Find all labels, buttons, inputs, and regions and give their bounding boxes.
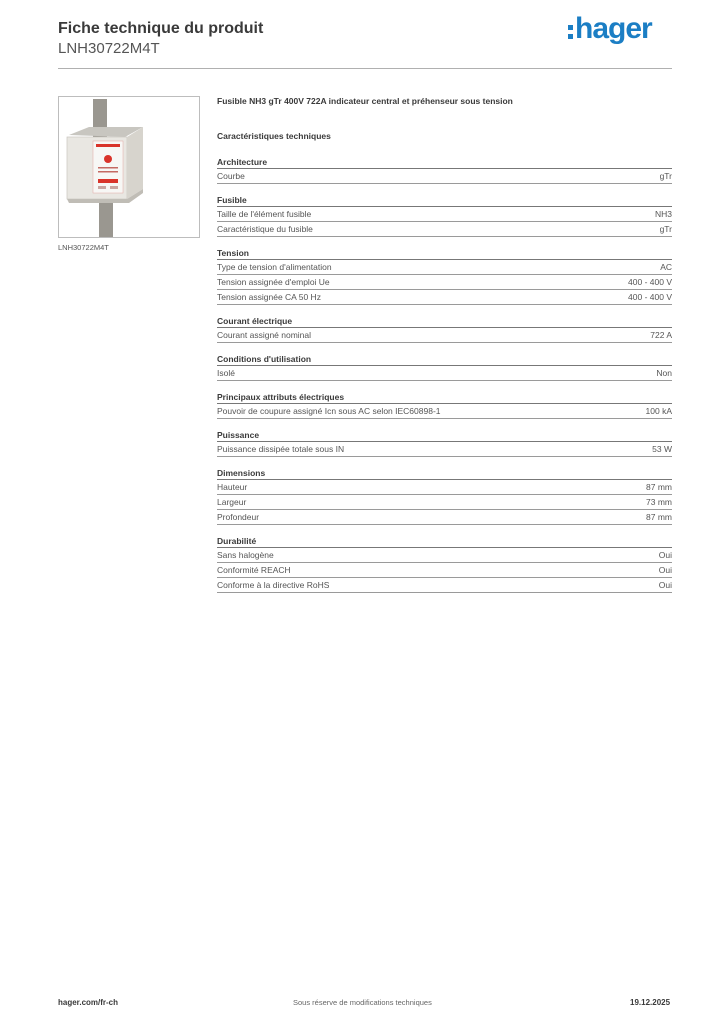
spec-value: gTr — [659, 171, 672, 181]
spec-section — [217, 315, 672, 343]
spec-row — [217, 275, 672, 290]
logo-dots-icon — [568, 25, 573, 39]
spec-label: Tension assignée CA 50 Hz — [217, 292, 321, 302]
spec-row — [217, 578, 672, 593]
spec-row — [217, 480, 672, 495]
spec-label: Puissance dissipée totale sous IN — [217, 444, 345, 454]
spec-label: Taille de l'élément fusible — [217, 209, 312, 219]
spec-value: AC — [660, 262, 672, 272]
spec-section-title: Conditions d'utilisation — [217, 353, 672, 366]
product-image — [58, 96, 200, 238]
section-gap — [217, 184, 672, 194]
spec-label: Type de tension d'alimentation — [217, 262, 332, 272]
spec-label: Sans halogène — [217, 550, 274, 560]
logo-text: hager — [575, 12, 652, 45]
spec-value: 87 mm — [646, 482, 672, 492]
section-gap — [217, 457, 672, 467]
spec-section — [217, 535, 672, 593]
spec-section — [217, 247, 672, 305]
image-caption: LNH30722M4T — [58, 243, 109, 252]
spec-section-title: Courant électrique — [217, 315, 672, 328]
product-description: Fusible NH3 gTr 400V 722A indicateur central et préhenseur sous tension — [217, 96, 513, 106]
spec-section-title: Principaux attributs électriques — [217, 391, 672, 404]
spec-row — [217, 510, 672, 525]
spec-section-title: Durabilité — [217, 535, 672, 548]
footer-date: 19.12.2025 — [630, 998, 671, 1007]
spec-row — [217, 207, 672, 222]
spec-section — [217, 194, 672, 237]
spec-section-title: Tension — [217, 247, 672, 260]
spec-value: Oui — [658, 565, 672, 575]
spec-value: 100 kA — [645, 406, 672, 416]
product-reference: LNH30722M4T — [58, 40, 160, 57]
spec-section — [217, 391, 672, 419]
spec-section — [217, 467, 672, 525]
spec-row — [217, 442, 672, 457]
spec-label: Conforme à la directive RoHS — [217, 580, 330, 590]
spec-value: 400 - 400 V — [628, 277, 672, 287]
spec-row — [217, 366, 672, 381]
spec-section — [217, 429, 672, 457]
page-title: Fiche technique du produit — [58, 20, 264, 37]
footer-website-link[interactable]: hager.com/fr-ch — [58, 998, 119, 1007]
spec-row — [217, 328, 672, 343]
spec-label: Pouvoir de coupure assigné Icn sous AC selon IEC60898-1 — [217, 406, 441, 416]
fuse-blade-bottom — [99, 199, 113, 237]
spec-section-title: Dimensions — [217, 467, 672, 480]
spec-value: 722 A — [650, 330, 672, 340]
section-gap — [217, 305, 672, 315]
hager-logo[interactable] — [568, 12, 652, 46]
spec-row — [217, 222, 672, 237]
spec-section-title: Puissance — [217, 429, 672, 442]
section-gap — [217, 343, 672, 353]
spec-value: 87 mm — [646, 512, 672, 522]
section-gap — [217, 237, 672, 247]
spec-section-title: Fusible — [217, 194, 672, 207]
spec-row — [217, 260, 672, 275]
spec-value: Non — [656, 368, 672, 378]
spec-value: gTr — [659, 224, 672, 234]
header-divider — [58, 68, 672, 69]
fuse-indicator — [104, 155, 112, 163]
specs-table — [217, 156, 672, 593]
footer-disclaimer: Sous réserve de modifications techniques — [293, 998, 432, 1007]
spec-row — [217, 404, 672, 419]
fuse-illustration — [59, 97, 199, 237]
spec-value: Oui — [658, 580, 672, 590]
spec-label: Courant assigné nominal — [217, 330, 312, 340]
spec-label: Hauteur — [217, 482, 248, 492]
spec-row — [217, 563, 672, 578]
spec-value: 53 W — [652, 444, 672, 454]
spec-section — [217, 156, 672, 184]
spec-row — [217, 290, 672, 305]
spec-label: Courbe — [217, 171, 245, 181]
section-gap — [217, 381, 672, 391]
fuse-label-band — [96, 144, 120, 147]
spec-label: Conformité REACH — [217, 565, 291, 575]
spec-label: Largeur — [217, 497, 247, 507]
spec-row — [217, 169, 672, 184]
section-gap — [217, 419, 672, 429]
fuse-body-side — [127, 127, 143, 199]
spec-value: 73 mm — [646, 497, 672, 507]
spec-row — [217, 548, 672, 563]
spec-section-title: Architecture — [217, 156, 672, 169]
spec-label: Tension assignée d'emploi Ue — [217, 277, 330, 287]
spec-value: 400 - 400 V — [628, 292, 672, 302]
spec-row — [217, 495, 672, 510]
spec-label: Isolé — [217, 368, 235, 378]
spec-label: Caractéristique du fusible — [217, 224, 313, 234]
spec-section — [217, 353, 672, 381]
specs-heading: Caractéristiques techniques — [217, 131, 331, 141]
section-gap — [217, 525, 672, 535]
spec-label: Profondeur — [217, 512, 260, 522]
spec-value: NH3 — [654, 209, 672, 219]
spec-value: Oui — [658, 550, 672, 560]
